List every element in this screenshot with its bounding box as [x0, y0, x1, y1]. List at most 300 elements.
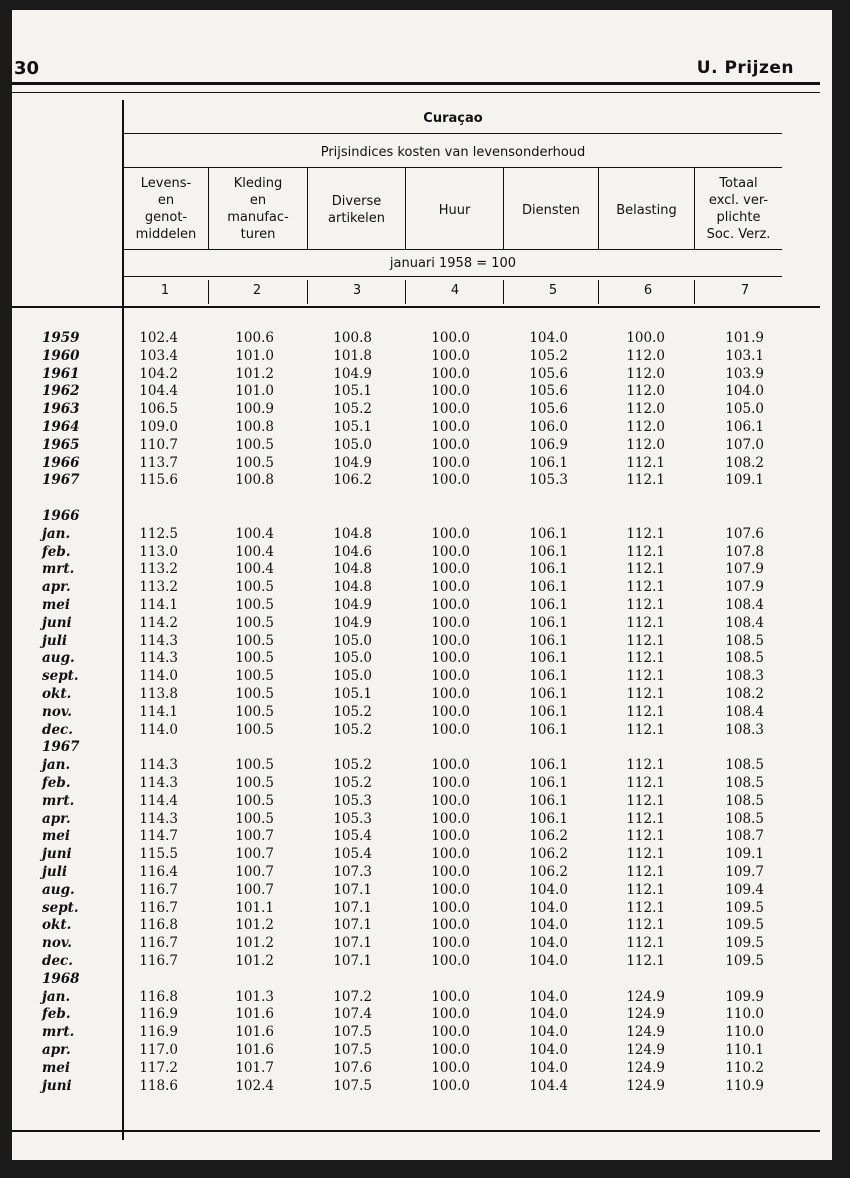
- cell-col-3: 104.9: [333, 454, 372, 471]
- cell-col-4: 100.0: [431, 917, 470, 934]
- cell-col-2: 101.2: [235, 935, 274, 952]
- cell-col-6: 112.1: [626, 614, 665, 631]
- col-number-7: 7: [740, 283, 750, 298]
- cell-col-2: 100.5: [235, 614, 274, 631]
- table-row: [12, 757, 832, 775]
- cell-col-7: 108.5: [725, 775, 764, 791]
- cell-col-6: 112.1: [626, 472, 665, 489]
- cell-col-2: 100.9: [235, 401, 274, 418]
- col-number-3: 3: [352, 283, 362, 298]
- cell-col-6: 112.1: [626, 721, 665, 738]
- cell-col-2: 101.2: [235, 953, 274, 969]
- cell-col-2: 100.5: [235, 632, 274, 649]
- cell-col-4: 100.0: [431, 597, 470, 613]
- cell-col-7: 108.7: [725, 828, 764, 845]
- cell-col-5: 106.1: [529, 597, 568, 613]
- table-row: [12, 419, 832, 437]
- cell-col-7: 103.9: [725, 365, 764, 382]
- cell-col-7: 109.5: [725, 917, 764, 934]
- cell-col-4: 100.0: [431, 650, 470, 667]
- cell-col-2: 102.4: [235, 1077, 274, 1094]
- col-header-4: Huur: [438, 203, 471, 218]
- cell-col-7: 109.5: [725, 899, 764, 916]
- cell-col-2: 101.6: [235, 1042, 274, 1058]
- cell-col-2: 100.5: [235, 703, 274, 720]
- cell-col-6: 124.9: [626, 1024, 665, 1041]
- cell-col-5: 104.0: [529, 953, 568, 969]
- cell-col-2: 100.4: [235, 561, 274, 578]
- cell-col-1: 103.4: [139, 347, 178, 364]
- cell-col-4: 100.0: [431, 1077, 470, 1094]
- cell-col-7: 108.5: [725, 792, 764, 809]
- cell-col-3: 107.1: [333, 917, 372, 934]
- table-row: [12, 686, 832, 704]
- rule-under-region: [124, 133, 782, 134]
- cell-col-3: 107.5: [333, 1024, 372, 1041]
- cell-col-5: 106.1: [529, 454, 568, 471]
- rule-under-base: [124, 276, 782, 277]
- cell-col-4: 100.0: [431, 881, 470, 898]
- cell-col-4: 100.0: [431, 792, 470, 809]
- cell-col-5: 104.0: [529, 1024, 568, 1041]
- cell-col-1: 116.7: [139, 953, 178, 969]
- cell-col-2: 100.5: [235, 721, 274, 738]
- cell-col-5: 104.0: [529, 988, 568, 1005]
- cell-col-4: 100.0: [431, 472, 470, 489]
- cell-col-4: 100.0: [431, 988, 470, 1005]
- cell-col-1: 104.2: [139, 365, 178, 382]
- cell-col-3: 104.9: [333, 365, 372, 382]
- table-row: [12, 348, 832, 366]
- cell-col-6: 112.1: [626, 632, 665, 649]
- cell-col-1: 114.7: [139, 828, 178, 845]
- cell-col-4: 100.0: [431, 864, 470, 880]
- cell-col-7: 108.2: [725, 454, 764, 471]
- table-row: [12, 900, 832, 918]
- cell-col-4: 100.0: [431, 1042, 470, 1058]
- row-label: 1961: [42, 365, 80, 382]
- cell-col-5: 106.1: [529, 632, 568, 649]
- cell-col-1: 114.3: [139, 650, 178, 667]
- cell-col-2: 100.5: [235, 792, 274, 809]
- cell-col-2: 101.2: [235, 917, 274, 934]
- cell-col-2: 100.7: [235, 846, 274, 863]
- page: [12, 10, 832, 1160]
- cell-col-2: 100.7: [235, 881, 274, 898]
- cell-col-2: 100.7: [235, 828, 274, 845]
- cell-col-3: 104.9: [333, 597, 372, 613]
- table-row: [12, 971, 832, 989]
- row-label: dec.: [42, 953, 73, 969]
- cell-col-6: 112.0: [626, 401, 665, 418]
- cell-col-6: 112.1: [626, 953, 665, 969]
- table-row: [12, 633, 832, 651]
- cell-col-2: 100.8: [235, 472, 274, 489]
- cell-col-1: 116.7: [139, 935, 178, 952]
- table-row: [12, 561, 832, 579]
- cell-col-1: 114.3: [139, 775, 178, 791]
- table-row: [12, 366, 832, 384]
- cell-col-5: 104.0: [529, 899, 568, 916]
- col-number-5: 5: [548, 283, 558, 298]
- cell-col-7: 108.4: [725, 614, 764, 631]
- cell-col-3: 107.5: [333, 1042, 372, 1058]
- row-label: juni: [42, 614, 72, 631]
- cell-col-3: 107.5: [333, 1077, 372, 1094]
- cell-col-6: 112.1: [626, 810, 665, 827]
- cell-col-6: 112.1: [626, 935, 665, 952]
- cell-col-2: 101.2: [235, 365, 274, 382]
- cell-col-5: 106.1: [529, 668, 568, 685]
- cell-col-5: 106.1: [529, 543, 568, 560]
- header-rule: [12, 82, 820, 85]
- cell-col-2: 100.5: [235, 810, 274, 827]
- table-row: [12, 989, 832, 1007]
- row-label: okt.: [42, 917, 72, 934]
- cell-col-3: 105.3: [333, 810, 372, 827]
- cell-col-5: 104.0: [529, 1006, 568, 1023]
- cell-col-5: 106.1: [529, 703, 568, 720]
- cell-col-2: 100.4: [235, 525, 274, 542]
- cell-col-2: 100.4: [235, 543, 274, 560]
- cell-col-6: 112.1: [626, 579, 665, 596]
- cell-col-5: 106.2: [529, 846, 568, 863]
- cell-col-7: 104.0: [725, 383, 764, 400]
- rule-under-columns: [124, 249, 782, 250]
- cell-col-6: 112.0: [626, 436, 665, 453]
- col-number-2: 2: [252, 283, 262, 298]
- cell-col-7: 108.3: [725, 668, 764, 685]
- col-divider: [694, 280, 695, 304]
- cell-col-6: 124.9: [626, 1077, 665, 1094]
- cell-col-7: 108.4: [725, 597, 764, 613]
- cell-col-7: 101.9: [725, 330, 764, 346]
- col-header-7: Totaal excl. ver- plichte Soc. Verz.: [706, 176, 771, 242]
- cell-col-4: 100.0: [431, 935, 470, 952]
- cell-col-1: 109.0: [139, 419, 178, 435]
- cell-col-6: 112.1: [626, 828, 665, 845]
- cell-col-4: 100.0: [431, 810, 470, 827]
- cell-col-7: 108.5: [725, 810, 764, 827]
- cell-col-2: 100.5: [235, 579, 274, 596]
- cell-col-6: 112.1: [626, 703, 665, 720]
- cell-col-7: 105.0: [725, 401, 764, 418]
- cell-col-4: 100.0: [431, 347, 470, 364]
- cell-col-6: 112.1: [626, 846, 665, 863]
- row-label: jan.: [42, 525, 71, 542]
- table-row: [12, 401, 832, 419]
- row-label: 1968: [42, 970, 80, 987]
- cell-col-5: 105.2: [529, 347, 568, 364]
- table-row: [12, 864, 832, 882]
- cell-col-5: 104.0: [529, 1059, 568, 1076]
- cell-col-3: 107.3: [333, 864, 372, 880]
- cell-col-1: 114.3: [139, 810, 178, 827]
- cell-col-1: 116.8: [139, 988, 178, 1005]
- row-label: okt.: [42, 686, 72, 702]
- cell-col-6: 112.1: [626, 881, 665, 898]
- cell-col-1: 116.4: [139, 864, 178, 880]
- cell-col-1: 114.3: [139, 632, 178, 649]
- col-number-4: 4: [450, 283, 460, 298]
- cell-col-6: 112.1: [626, 668, 665, 685]
- cell-col-7: 108.5: [725, 650, 764, 667]
- cell-col-6: 112.1: [626, 597, 665, 613]
- table-row: [12, 526, 832, 544]
- row-label: 1959: [42, 330, 80, 346]
- cell-col-6: 112.1: [626, 757, 665, 774]
- cell-col-5: 106.1: [529, 810, 568, 827]
- cell-col-3: 105.2: [333, 757, 372, 774]
- cell-col-6: 112.1: [626, 454, 665, 471]
- cell-col-7: 107.8: [725, 543, 764, 560]
- cell-col-2: 101.7: [235, 1059, 274, 1076]
- cell-col-4: 100.0: [431, 543, 470, 560]
- cell-col-1: 110.7: [139, 436, 178, 453]
- cell-col-3: 105.1: [333, 383, 372, 400]
- cell-col-6: 124.9: [626, 1059, 665, 1076]
- cell-col-2: 101.3: [235, 988, 274, 1005]
- cell-col-2: 101.6: [235, 1006, 274, 1023]
- cell-col-5: 106.0: [529, 419, 568, 435]
- cell-col-4: 100.0: [431, 614, 470, 631]
- table-row: [12, 917, 832, 935]
- cell-col-5: 106.1: [529, 650, 568, 667]
- cell-col-3: 104.8: [333, 561, 372, 578]
- cell-col-4: 100.0: [431, 383, 470, 400]
- cell-col-5: 106.1: [529, 561, 568, 578]
- table-row: [12, 1060, 832, 1078]
- table-row: [12, 668, 832, 686]
- cell-col-3: 107.6: [333, 1059, 372, 1076]
- cell-col-6: 100.0: [626, 330, 665, 346]
- cell-col-4: 100.0: [431, 1006, 470, 1023]
- cell-col-3: 104.9: [333, 614, 372, 631]
- col-header-3: Diverse artikelen: [328, 194, 385, 226]
- table-row: [12, 650, 832, 668]
- cell-col-1: 114.3: [139, 757, 178, 774]
- table-row: [12, 739, 832, 757]
- table-row: [12, 383, 832, 401]
- cell-col-7: 110.0: [725, 1024, 764, 1041]
- col-number-1: 1: [160, 283, 170, 298]
- cell-col-5: 106.1: [529, 757, 568, 774]
- cell-col-1: 114.4: [139, 792, 178, 809]
- table-row: [12, 775, 832, 793]
- cell-col-6: 124.9: [626, 1042, 665, 1058]
- cell-col-5: 106.1: [529, 525, 568, 542]
- row-label: sept.: [42, 899, 79, 916]
- cell-col-5: 104.0: [529, 881, 568, 898]
- row-label: mei: [42, 597, 71, 613]
- cell-col-1: 113.2: [139, 561, 178, 578]
- row-label: dec.: [42, 721, 73, 738]
- cell-col-5: 105.6: [529, 401, 568, 418]
- cell-col-2: 101.6: [235, 1024, 274, 1041]
- col-header-1: Levens- en genot- middelen: [135, 176, 197, 242]
- cell-col-7: 107.9: [725, 579, 764, 596]
- cell-col-7: 108.4: [725, 703, 764, 720]
- cell-col-2: 100.5: [235, 650, 274, 667]
- rule-under-title: [124, 167, 782, 168]
- cell-col-4: 100.0: [431, 775, 470, 791]
- table-row: [12, 455, 832, 473]
- row-label: mrt.: [42, 1024, 75, 1041]
- cell-col-6: 112.0: [626, 365, 665, 382]
- row-label: aug.: [42, 650, 75, 667]
- table-row: [12, 953, 832, 971]
- cell-col-4: 100.0: [431, 757, 470, 774]
- cell-col-1: 115.6: [139, 472, 178, 489]
- table-row: [12, 544, 832, 562]
- cell-col-7: 109.5: [725, 953, 764, 969]
- cell-col-3: 107.1: [333, 881, 372, 898]
- row-label: 1960: [42, 347, 80, 364]
- cell-col-6: 112.0: [626, 419, 665, 435]
- cell-col-1: 113.7: [139, 454, 178, 471]
- cell-col-7: 108.2: [725, 686, 764, 702]
- cell-col-1: 112.5: [139, 525, 178, 542]
- cell-col-2: 101.0: [235, 383, 274, 400]
- rule-under-numbers: [12, 306, 820, 308]
- table-row: [12, 579, 832, 597]
- cell-col-1: 113.0: [139, 543, 178, 560]
- cell-col-3: 106.2: [333, 472, 372, 489]
- row-label: apr.: [42, 1042, 71, 1058]
- cell-col-3: 105.4: [333, 828, 372, 845]
- col-divider: [208, 280, 209, 304]
- table-row: [12, 811, 832, 829]
- cell-col-3: 105.2: [333, 721, 372, 738]
- cell-col-1: 117.0: [139, 1042, 178, 1058]
- cell-col-1: 118.6: [139, 1077, 178, 1094]
- cell-col-1: 113.2: [139, 579, 178, 596]
- cell-col-7: 103.1: [725, 347, 764, 364]
- cell-col-1: 114.1: [139, 597, 178, 613]
- cell-col-7: 109.7: [725, 864, 764, 880]
- cell-col-2: 100.5: [235, 757, 274, 774]
- cell-col-7: 110.9: [725, 1077, 764, 1094]
- cell-col-6: 112.1: [626, 561, 665, 578]
- table-row: [12, 1006, 832, 1024]
- table-row: [12, 882, 832, 900]
- cell-col-4: 100.0: [431, 1059, 470, 1076]
- cell-col-2: 101.0: [235, 347, 274, 364]
- row-label: mrt.: [42, 792, 75, 809]
- row-label: nov.: [42, 703, 73, 720]
- cell-col-3: 107.4: [333, 1006, 372, 1023]
- cell-col-4: 100.0: [431, 668, 470, 685]
- cell-col-2: 101.1: [235, 899, 274, 916]
- cell-col-5: 106.1: [529, 775, 568, 791]
- cell-col-3: 107.1: [333, 935, 372, 952]
- table-row: [12, 828, 832, 846]
- cell-col-6: 112.1: [626, 543, 665, 560]
- cell-col-6: 112.1: [626, 792, 665, 809]
- cell-col-1: 116.8: [139, 917, 178, 934]
- cell-col-6: 112.0: [626, 383, 665, 400]
- col-header-6: Belasting: [616, 203, 677, 218]
- cell-col-4: 100.0: [431, 686, 470, 702]
- cell-col-4: 100.0: [431, 721, 470, 738]
- table-title: Prijsindices kosten van levensonderhoud: [320, 145, 586, 160]
- cell-col-1: 113.8: [139, 686, 178, 702]
- cell-col-3: 105.2: [333, 703, 372, 720]
- row-label: nov.: [42, 935, 73, 952]
- cell-col-7: 109.4: [725, 881, 764, 898]
- cell-col-5: 105.3: [529, 472, 568, 489]
- page-number: 30: [14, 58, 40, 79]
- cell-col-1: 104.4: [139, 383, 178, 400]
- cell-col-2: 100.5: [235, 686, 274, 702]
- cell-col-5: 104.0: [529, 330, 568, 346]
- cell-col-4: 100.0: [431, 525, 470, 542]
- cell-col-5: 106.1: [529, 614, 568, 631]
- cell-col-2: 100.5: [235, 597, 274, 613]
- cell-col-4: 100.0: [431, 436, 470, 453]
- cell-col-2: 100.5: [235, 775, 274, 791]
- cell-col-3: 105.1: [333, 686, 372, 702]
- row-label: 1967: [42, 739, 80, 756]
- cell-col-5: 105.6: [529, 383, 568, 400]
- cell-col-4: 100.0: [431, 579, 470, 596]
- col-divider: [598, 280, 599, 304]
- cell-col-2: 100.8: [235, 419, 274, 435]
- cell-col-3: 105.0: [333, 668, 372, 685]
- table-row: [12, 1024, 832, 1042]
- table-row: [12, 437, 832, 455]
- base-period: januari 1958 = 100: [389, 256, 517, 271]
- cell-col-5: 106.1: [529, 792, 568, 809]
- col-header-5: Diensten: [522, 203, 580, 218]
- col-number-6: 6: [643, 283, 653, 298]
- row-label: aug.: [42, 881, 75, 898]
- cell-col-3: 105.3: [333, 792, 372, 809]
- cell-col-7: 110.0: [725, 1006, 764, 1023]
- row-label: sept.: [42, 668, 79, 685]
- cell-col-7: 109.1: [725, 846, 764, 863]
- cell-col-7: 109.9: [725, 988, 764, 1005]
- row-label: juli: [42, 632, 67, 649]
- cell-col-1: 114.0: [139, 668, 178, 685]
- cell-col-1: 102.4: [139, 330, 178, 346]
- cell-col-1: 116.7: [139, 899, 178, 916]
- cell-col-4: 100.0: [431, 953, 470, 969]
- cell-col-4: 100.0: [431, 419, 470, 435]
- region-title: Curaçao: [423, 111, 483, 126]
- cell-col-4: 100.0: [431, 401, 470, 418]
- cell-col-1: 115.5: [139, 846, 178, 863]
- table-row: [12, 330, 832, 348]
- cell-col-4: 100.0: [431, 846, 470, 863]
- table-row: [12, 704, 832, 722]
- cell-col-5: 104.0: [529, 917, 568, 934]
- row-label: jan.: [42, 757, 71, 774]
- table-row: [12, 722, 832, 740]
- row-label: 1964: [42, 419, 80, 435]
- cell-col-6: 112.1: [626, 899, 665, 916]
- cell-col-4: 100.0: [431, 365, 470, 382]
- row-label: 1962: [42, 383, 80, 400]
- table-row: [12, 508, 832, 526]
- cell-col-3: 104.8: [333, 579, 372, 596]
- table-row: [12, 615, 832, 633]
- cell-col-1: 114.2: [139, 614, 178, 631]
- row-label: mrt.: [42, 561, 75, 578]
- cell-col-6: 124.9: [626, 988, 665, 1005]
- row-label: mei: [42, 828, 71, 845]
- cell-col-5: 106.2: [529, 864, 568, 880]
